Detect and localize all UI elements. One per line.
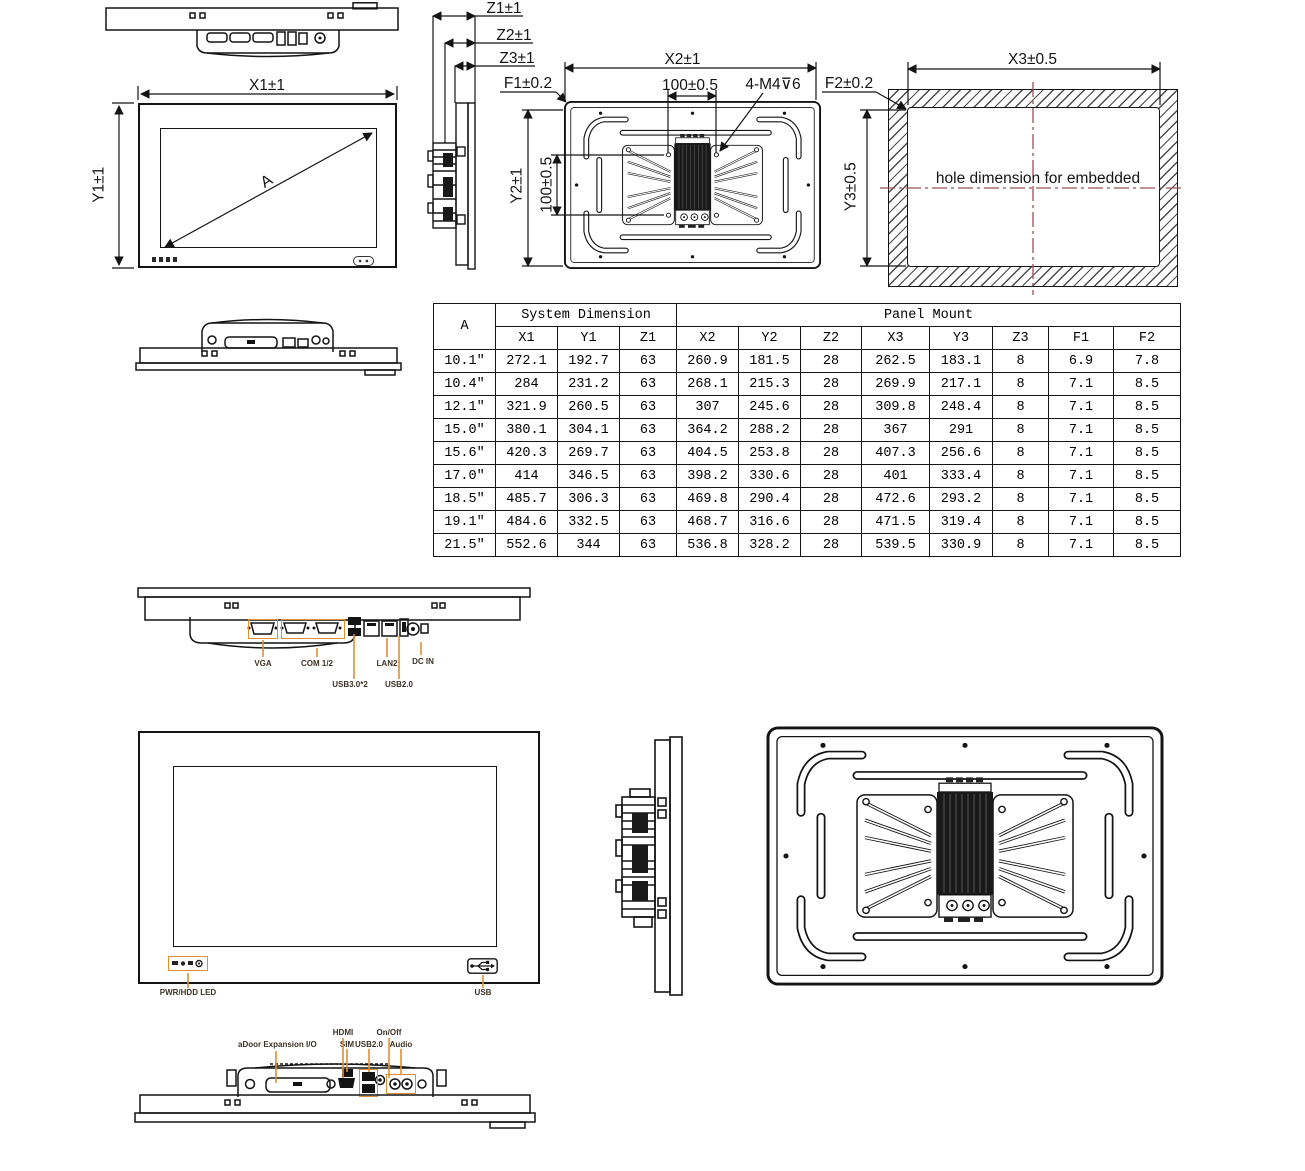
usb-label: USB xyxy=(474,988,492,997)
side-view-small xyxy=(425,95,485,275)
table-cell: 552.6 xyxy=(496,534,558,557)
dim-z3-label: Z3±1 xyxy=(499,50,535,67)
table-cell: 28 xyxy=(801,465,862,488)
table-cell: 192.7 xyxy=(558,350,620,373)
table-cell: 28 xyxy=(801,488,862,511)
row-size-cell: 10.1" xyxy=(434,350,496,373)
corner-header-cell: A xyxy=(434,304,496,350)
table-cell: 7.1 xyxy=(1049,373,1114,396)
rear-view-small xyxy=(563,100,822,270)
table-cell: 8 xyxy=(993,465,1049,488)
table-cell: 414 xyxy=(496,465,558,488)
table-cell: 307 xyxy=(677,396,739,419)
top-edge-view xyxy=(105,2,400,60)
pwr-hdd-led-label: PWR/HDD LED xyxy=(159,988,217,997)
system-dimension-header: System Dimension xyxy=(496,304,677,327)
table-cell: 7.1 xyxy=(1049,465,1114,488)
table-cell: 28 xyxy=(801,373,862,396)
table-cell: 8.5 xyxy=(1114,488,1181,511)
col-header: F2 xyxy=(1114,327,1181,350)
table-cell: 269.7 xyxy=(558,442,620,465)
table-cell: 472.6 xyxy=(862,488,930,511)
hdmi-label: HDMI xyxy=(332,1028,354,1037)
table-row xyxy=(434,350,1181,373)
table-cell: 7.1 xyxy=(1049,488,1114,511)
col-header: X2 xyxy=(677,327,739,350)
col-header: Z1 xyxy=(620,327,677,350)
table-cell: 401 xyxy=(862,465,930,488)
dim-z1-label: Z1±1 xyxy=(486,0,522,17)
table-cell: 469.8 xyxy=(677,488,739,511)
dim-x1-label: X1±1 xyxy=(248,77,286,94)
table-cell: 8.5 xyxy=(1114,419,1181,442)
table-cell: 8 xyxy=(993,373,1049,396)
col-header: F1 xyxy=(1049,327,1114,350)
table-cell: 63 xyxy=(620,442,677,465)
table-row xyxy=(434,419,1181,442)
table-cell: 181.5 xyxy=(739,350,801,373)
table-cell: 28 xyxy=(801,419,862,442)
table-cell: 321.9 xyxy=(496,396,558,419)
table-cell: 288.2 xyxy=(739,419,801,442)
table-cell: 404.5 xyxy=(677,442,739,465)
table-cell: 330.6 xyxy=(739,465,801,488)
embedded-hole-note: hole dimension for embedded xyxy=(935,170,1141,187)
table-cell: 7.1 xyxy=(1049,396,1114,419)
col-header: X1 xyxy=(496,327,558,350)
rear-view-large xyxy=(765,725,1165,987)
side-view-large xyxy=(600,725,700,995)
usb2-port-label: USB2.0 xyxy=(384,680,413,689)
table-cell: 268.1 xyxy=(677,373,739,396)
table-cell: 8 xyxy=(993,396,1049,419)
row-size-cell: 18.5" xyxy=(434,488,496,511)
row-size-cell: 12.1" xyxy=(434,396,496,419)
dim-z2-label: Z2±1 xyxy=(496,27,532,44)
table-cell: 398.2 xyxy=(677,465,739,488)
spec-table-body xyxy=(434,350,1181,557)
table-cell: 468.7 xyxy=(677,511,739,534)
table-cell: 260.5 xyxy=(558,396,620,419)
dim-screw-spec-label: 4-M4⊽6 xyxy=(745,76,801,93)
table-cell: 316.6 xyxy=(739,511,801,534)
table-cell: 304.1 xyxy=(558,419,620,442)
dimension-table xyxy=(433,303,1181,557)
table-cell: 333.4 xyxy=(930,465,993,488)
table-row xyxy=(434,534,1181,557)
table-cell: 8 xyxy=(993,534,1049,557)
table-cell: 309.8 xyxy=(862,396,930,419)
vga-highlight-box xyxy=(248,619,278,639)
usb3-port-label: USB3.0*2 xyxy=(332,680,368,689)
table-cell: 28 xyxy=(801,442,862,465)
dim-y3-label: Y3±0.5 xyxy=(842,162,860,212)
table-cell: 7.1 xyxy=(1049,511,1114,534)
table-cell: 269.9 xyxy=(862,373,930,396)
table-cell: 272.1 xyxy=(496,350,558,373)
vga-port-label: VGA xyxy=(254,659,272,668)
usb2-rear-label: USB2.0 xyxy=(354,1040,383,1049)
table-group-header-row xyxy=(434,304,1181,327)
dim-mount-h-label: 100±0.5 xyxy=(662,77,718,94)
table-cell: 245.6 xyxy=(739,396,801,419)
table-cell: 8.5 xyxy=(1114,534,1181,557)
table-cell: 346.5 xyxy=(558,465,620,488)
row-size-cell: 21.5" xyxy=(434,534,496,557)
onoff-label: On/Off xyxy=(376,1028,402,1037)
table-cell: 485.7 xyxy=(496,488,558,511)
table-subheader-row xyxy=(434,327,1181,350)
table-cell: 63 xyxy=(620,511,677,534)
table-cell: 539.5 xyxy=(862,534,930,557)
table-cell: 63 xyxy=(620,350,677,373)
table-cell: 63 xyxy=(620,419,677,442)
table-cell: 63 xyxy=(620,373,677,396)
table-row xyxy=(434,465,1181,488)
table-cell: 28 xyxy=(801,396,862,419)
panel-mount-header: Panel Mount xyxy=(677,304,1181,327)
table-cell: 284 xyxy=(496,373,558,396)
front-microprint xyxy=(152,257,180,262)
expansion-io-label: aDoor Expansion I/O xyxy=(238,1040,317,1049)
led-indicators xyxy=(171,959,205,968)
table-cell: 248.4 xyxy=(930,396,993,419)
table-cell: 262.5 xyxy=(862,350,930,373)
col-header: Y3 xyxy=(930,327,993,350)
col-header: Y1 xyxy=(558,327,620,350)
table-row xyxy=(434,373,1181,396)
table-cell: 8 xyxy=(993,488,1049,511)
table-cell: 28 xyxy=(801,534,862,557)
table-cell: 332.5 xyxy=(558,511,620,534)
table-cell: 260.9 xyxy=(677,350,739,373)
row-size-cell: 15.6" xyxy=(434,442,496,465)
lan-port-label: LAN2 xyxy=(376,659,398,668)
table-cell: 7.8 xyxy=(1114,350,1181,373)
table-cell: 8.5 xyxy=(1114,442,1181,465)
audio-label: Audio xyxy=(389,1040,413,1049)
row-size-cell: 17.0" xyxy=(434,465,496,488)
table-cell: 328.2 xyxy=(739,534,801,557)
dim-y1-label: Y1±1 xyxy=(90,166,108,203)
table-cell: 8.5 xyxy=(1114,396,1181,419)
diagonal-size-label: A xyxy=(257,171,276,192)
front-view-large-screen xyxy=(173,766,497,947)
table-cell: 367 xyxy=(862,419,930,442)
table-row xyxy=(434,396,1181,419)
table-cell: 28 xyxy=(801,511,862,534)
table-cell: 8 xyxy=(993,419,1049,442)
brand-logo xyxy=(353,256,374,266)
top-edge-view-2 xyxy=(133,305,403,377)
dim-f1-label: F1±0.2 xyxy=(503,75,553,92)
table-cell: 8.5 xyxy=(1114,511,1181,534)
dim-mount-v-label: 100±0.5 xyxy=(538,156,556,213)
table-cell: 183.1 xyxy=(930,350,993,373)
com-port-label: COM 1/2 xyxy=(300,659,333,668)
col-header: Z2 xyxy=(801,327,862,350)
table-cell: 253.8 xyxy=(739,442,801,465)
com-highlight-box xyxy=(281,619,345,639)
col-header: Y2 xyxy=(739,327,801,350)
dim-x3-label: X3±0.5 xyxy=(1007,51,1057,68)
bottom-edge-view xyxy=(130,1092,540,1140)
table-cell: 63 xyxy=(620,465,677,488)
table-cell: 407.3 xyxy=(862,442,930,465)
col-header: Z3 xyxy=(993,327,1049,350)
sim-label: SIM xyxy=(339,1040,355,1049)
table-cell: 306.3 xyxy=(558,488,620,511)
table-row xyxy=(434,442,1181,465)
table-cell: 215.3 xyxy=(739,373,801,396)
table-cell: 420.3 xyxy=(496,442,558,465)
table-cell: 364.2 xyxy=(677,419,739,442)
table-cell: 471.5 xyxy=(862,511,930,534)
audio-highlight-box xyxy=(386,1074,416,1094)
dim-f2-label: F2±0.2 xyxy=(824,75,874,92)
table-cell: 290.4 xyxy=(739,488,801,511)
table-cell: 319.4 xyxy=(930,511,993,534)
table-cell: 8 xyxy=(993,350,1049,373)
table-cell: 7.1 xyxy=(1049,442,1114,465)
table-cell: 217.1 xyxy=(930,373,993,396)
table-cell: 256.6 xyxy=(930,442,993,465)
table-cell: 63 xyxy=(620,396,677,419)
usb-icon xyxy=(467,958,498,974)
table-cell: 293.2 xyxy=(930,488,993,511)
table-cell: 6.9 xyxy=(1049,350,1114,373)
table-cell: 291 xyxy=(930,419,993,442)
row-size-cell: 19.1" xyxy=(434,511,496,534)
table-cell: 7.1 xyxy=(1049,534,1114,557)
col-header: X3 xyxy=(862,327,930,350)
dcin-port-label: DC IN xyxy=(412,657,434,666)
table-cell: 380.1 xyxy=(496,419,558,442)
dim-x2-label: X2±1 xyxy=(664,51,701,68)
table-cell: 7.1 xyxy=(1049,419,1114,442)
table-cell: 63 xyxy=(620,534,677,557)
table-cell: 8.5 xyxy=(1114,373,1181,396)
table-cell: 484.6 xyxy=(496,511,558,534)
table-cell: 231.2 xyxy=(558,373,620,396)
table-cell: 536.8 xyxy=(677,534,739,557)
table-cell: 28 xyxy=(801,350,862,373)
table-cell: 63 xyxy=(620,488,677,511)
table-cell: 330.9 xyxy=(930,534,993,557)
row-size-cell: 15.0" xyxy=(434,419,496,442)
table-cell: 8 xyxy=(993,442,1049,465)
table-cell: 344 xyxy=(558,534,620,557)
table-cell: 8 xyxy=(993,511,1049,534)
table-cell: 8.5 xyxy=(1114,465,1181,488)
table-row xyxy=(434,511,1181,534)
row-size-cell: 10.4" xyxy=(434,373,496,396)
table-row xyxy=(434,488,1181,511)
dim-y2-label: Y2±1 xyxy=(508,167,526,204)
